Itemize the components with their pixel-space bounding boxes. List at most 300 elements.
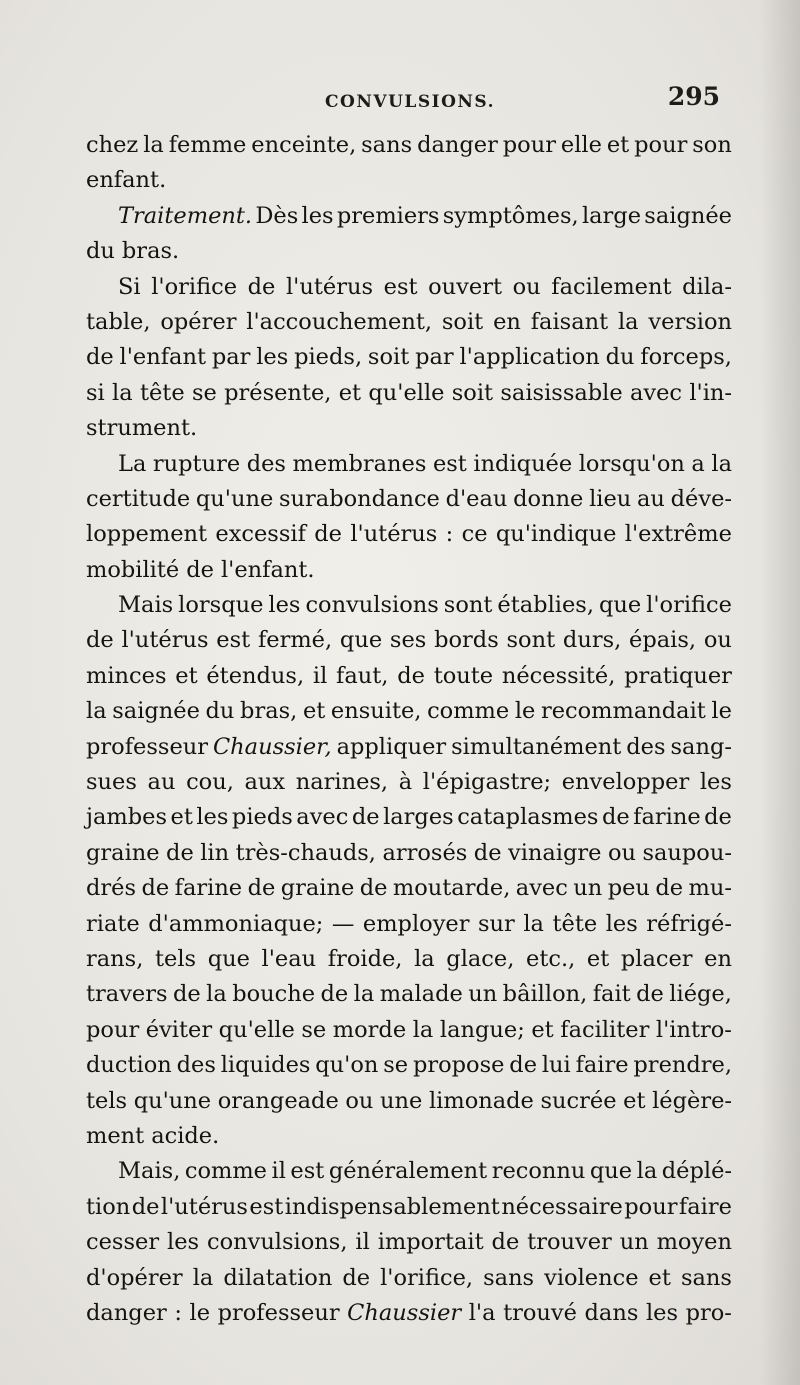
word: d'ammoniaque; [148,910,324,937]
word: trouver [527,1229,612,1256]
word: de [186,556,214,583]
word: est [432,450,467,477]
word: Si [118,273,141,300]
word: l'orifice [151,273,238,300]
word: que [598,592,642,619]
text-line [86,623,732,658]
word: se [191,379,217,406]
word: rans, [86,945,144,972]
word: tels [86,1087,128,1114]
word: sans [680,1264,732,1291]
word: faciliter [560,1016,650,1043]
word: rupture [152,450,241,477]
word: symptômes, [442,202,579,229]
word: farine [174,875,243,902]
word: certitude [86,485,191,512]
word: simultanément [451,733,622,760]
word: tion [86,1193,131,1220]
word: les [645,1299,678,1326]
word: légère- [652,1087,732,1114]
word: professeur [217,1299,340,1326]
text-line [86,553,732,588]
word: les [268,592,301,619]
word: les [301,202,334,229]
word: liége, [669,981,732,1008]
word: langue; [439,1016,525,1043]
word: durs, [562,627,622,654]
text-line [86,1013,732,1048]
word: ce [461,521,488,548]
italic-word: Traitement. [118,202,253,229]
word: pieds, [294,344,363,371]
word: ses [389,627,427,654]
word: fermé, [257,627,333,654]
word: reconnu [491,1158,586,1185]
word: de [131,1193,160,1220]
word: de [320,981,349,1008]
word: mu- [688,875,732,902]
word: chez [86,132,139,158]
word: est [383,273,418,300]
word: ou [512,273,541,300]
word: l'utérus [160,1193,248,1220]
word: table, [86,308,151,335]
text-line [86,199,732,234]
word: avec [515,875,568,902]
word: prendre, [633,1052,732,1079]
word: l'utérus [350,521,438,548]
word: de [704,804,732,831]
word: tels [154,945,197,972]
word: est [249,1193,284,1220]
word: en [493,308,521,335]
word: a [691,450,705,477]
word: de [491,1229,520,1256]
word: sues [86,769,137,796]
word: la [617,308,639,335]
word: convulsions [305,592,439,619]
word: sont [443,592,493,619]
text-line [86,517,732,552]
word: de [86,344,114,371]
italic-word: Chaussier, [212,733,332,760]
word: l'utérus [285,273,374,300]
text-line [86,871,732,906]
text-line [86,765,732,800]
word: Mais, [118,1158,181,1185]
text-line [86,907,732,942]
word: l'orifice [646,592,732,619]
word: morde [332,1016,407,1043]
word: la [86,698,107,725]
word: avec [629,379,683,406]
word: graine [280,875,355,902]
word: une [380,1087,423,1114]
word: ou [607,839,636,866]
word: mobilité [86,556,180,583]
running-head: CONVULSIONS. [325,92,496,112]
word: à [398,769,413,796]
word: très-chauds, [235,839,376,866]
word: lorsque [178,592,264,619]
word: qu'indique [495,521,617,548]
word: et [531,1016,554,1043]
word: la [192,1264,214,1291]
word: la [523,910,544,937]
word: des [246,450,286,477]
word: de [86,627,114,654]
word: lui [541,1052,571,1079]
word: se [301,1016,327,1043]
word: l'accouchement, [246,308,433,335]
page-edge-shadow [760,0,800,1385]
word: au [147,769,176,796]
text-line [86,800,732,835]
word: et [175,662,198,689]
word: les [196,804,229,831]
text-line [86,447,732,482]
word: sans [361,132,413,158]
word: lorsqu'on [578,450,685,477]
word: la [414,945,435,972]
word: aux [244,769,286,796]
word: comme [427,698,510,725]
word: ou [703,627,732,654]
text-line [86,1048,732,1083]
word: les [699,769,732,796]
text-line [86,1084,732,1119]
text-line [86,163,732,198]
word: et [606,132,630,158]
word: lieu [589,485,632,512]
text-line [86,977,732,1012]
word: et [170,804,193,831]
word: arrosés [382,839,468,866]
word: employer [362,910,470,937]
word: avec [296,804,349,831]
word: la [112,379,133,406]
word: large [581,202,642,229]
italic-word: Chaussier [347,1299,462,1326]
text-line [86,588,732,623]
word: est [290,1158,325,1185]
word: du [205,698,235,725]
word: bords [434,627,499,654]
word: comme [184,1158,267,1185]
word: de [342,1264,371,1291]
word: les [167,1229,200,1256]
word: malade [379,981,463,1008]
word: du [605,344,635,371]
word: ensuite, [330,698,422,725]
word: de [397,662,425,689]
word: l'épigastre; [422,769,552,796]
text-line [86,270,732,305]
word: l'eau [261,945,317,972]
word: dans [584,1299,639,1326]
word: pro- [685,1299,732,1326]
word: saignée [644,202,732,229]
word: et [623,1087,646,1114]
text-line [86,234,732,269]
word: l'enfant [119,344,206,371]
text-line [86,836,732,871]
word: ment [86,1122,145,1149]
word: propose [412,1052,505,1079]
word: indiquée [473,450,573,477]
word: cataplasmes [457,804,599,831]
word: faire [575,1052,629,1079]
word: la [206,981,227,1008]
word: forceps, [640,344,732,371]
word: facilement [551,273,672,300]
word: l'in- [689,379,732,406]
word: Dès [255,202,299,229]
word: réfrigé- [646,910,732,937]
word: bâillon, [502,981,588,1008]
word: enfant. [86,167,167,194]
word: travers [86,981,168,1008]
word: d'eau [445,485,508,512]
word: strument. [86,415,198,442]
word: sont [506,627,556,654]
text-line [86,1261,732,1296]
word: ouvert [428,273,503,300]
word: premiers [336,202,440,229]
word: de [166,839,194,866]
word: saupou- [642,839,732,866]
word: indispensablement [284,1193,500,1220]
word: il [271,1158,286,1185]
word: des [626,733,666,760]
word: acide. [151,1122,220,1149]
word: se [383,1052,409,1079]
word: le [711,698,732,725]
word: etc., [526,945,576,972]
word: bras. [121,238,180,265]
word: orangeade [217,1087,339,1114]
word: femme [168,132,247,158]
word: moyen [656,1229,732,1256]
word: l'utérus [121,627,209,654]
word: un [573,875,603,902]
word: drés [86,875,137,902]
word: tête [552,910,598,937]
word: le [514,698,536,725]
word: la [412,1016,434,1043]
word: la [711,450,732,477]
word: glace, [446,945,515,972]
word: pour [634,132,688,158]
word: nécessité, [501,662,616,689]
word: froide, [327,945,403,972]
text-line [86,730,732,765]
word: farine [633,804,701,831]
word: du [86,238,115,265]
word: l'intro- [655,1016,732,1043]
word: envelopper [561,769,690,796]
word: lin [200,839,230,866]
word: riate [86,910,140,937]
word: dilatation [223,1264,333,1291]
word: cesser [86,1229,160,1256]
word: il [355,1229,370,1256]
word: l'a [468,1299,496,1326]
word: et [302,698,326,725]
body-text [86,128,732,1331]
word: qu'une [133,1087,212,1114]
word: larges [383,804,454,831]
text-line [86,340,732,375]
word: qu'une [195,485,274,512]
word: que [207,945,250,972]
text-line [86,694,732,729]
text-line [86,128,732,163]
word: toute [433,662,494,689]
word: recommandait [540,698,706,725]
text-line [86,1190,732,1225]
word: si [86,379,105,406]
word: loppement [86,521,208,548]
text-line [86,1119,732,1154]
word: trouvé [503,1299,577,1326]
word: de [473,839,502,866]
word: établies, [497,592,594,619]
word: de [141,875,170,902]
page-header [85,78,720,118]
word: narines, [295,769,389,796]
word: — [331,910,355,937]
word: pieds [231,804,293,831]
word: un [619,1229,649,1256]
text-line [86,305,732,340]
word: importait [377,1229,484,1256]
word: nécessaire [501,1193,623,1220]
word: elle [560,132,602,158]
word: danger [86,1299,167,1326]
word: soit [367,344,410,371]
word: au [637,485,665,512]
word: sans [483,1264,535,1291]
text-line [86,1296,732,1331]
word: de [509,1052,538,1079]
word: par [211,344,251,371]
word: en [704,945,732,972]
word: de [247,875,276,902]
word: l'application [459,344,600,371]
word: étendus, [206,662,305,689]
word: soit [441,308,484,335]
word: que [339,627,383,654]
word: cou, [186,769,234,796]
text-line [86,411,732,446]
word: liquides [220,1052,311,1079]
word: convulsions, [206,1229,348,1256]
word: surabondance [279,485,440,512]
word: l'enfant. [220,556,315,583]
word: sucrée [540,1087,617,1114]
word: pour [502,132,556,158]
word: saisissable [500,379,623,406]
word: et [586,945,610,972]
text-line [86,482,732,517]
word: de [636,981,664,1008]
word: faut, [336,662,389,689]
word: des [176,1052,216,1079]
word: faire [678,1193,732,1220]
word: d'opérer [86,1264,183,1291]
word: épais, [629,627,697,654]
word: peu [607,875,650,902]
word: enceinte, [251,132,357,158]
word: sur [478,910,515,937]
word: : [445,521,454,548]
word: duction [86,1052,172,1079]
word: l'extrême [624,521,732,548]
word: : [174,1299,182,1326]
word: sang- [670,733,732,760]
word: un [468,981,498,1008]
word: il [312,662,328,689]
word: pour [86,1016,140,1043]
word: de [351,804,380,831]
word: de [314,521,342,548]
word: que [589,1158,633,1185]
word: son [692,132,732,158]
word: saignée [112,698,200,725]
word: de [655,875,684,902]
page-number: 295 [667,82,720,111]
word: dila- [682,273,732,300]
text-line [86,1154,732,1189]
word: l'orifice, [380,1264,474,1291]
word: faisant [530,308,609,335]
word: la [353,981,375,1008]
word: placer [620,945,693,972]
word: violence [544,1264,639,1291]
word: opérer [160,308,237,335]
word: version [648,308,732,335]
word: de [247,273,276,300]
word: jambes [86,804,167,831]
word: la [143,132,164,158]
word: tête [139,379,185,406]
word: généralement [328,1158,488,1185]
word: membranes [292,450,427,477]
word: fait [592,981,631,1008]
word: qu'elle [218,1016,295,1043]
word: déve- [670,485,732,512]
word: qu'on [315,1052,379,1079]
text-line [86,659,732,694]
text-line [86,376,732,411]
word: La [118,450,147,477]
word: les [605,910,638,937]
word: limonade [428,1087,534,1114]
word: professeur [86,733,209,760]
word: pour [624,1193,678,1220]
word: le [189,1299,211,1326]
word: minces [86,662,167,689]
word: graine [86,839,160,866]
word: la [636,1158,658,1185]
word: de [359,875,388,902]
word: donne [513,485,584,512]
word: les [256,344,289,371]
word: de [601,804,630,831]
word: moutarde, [392,875,511,902]
text-line [86,1225,732,1260]
